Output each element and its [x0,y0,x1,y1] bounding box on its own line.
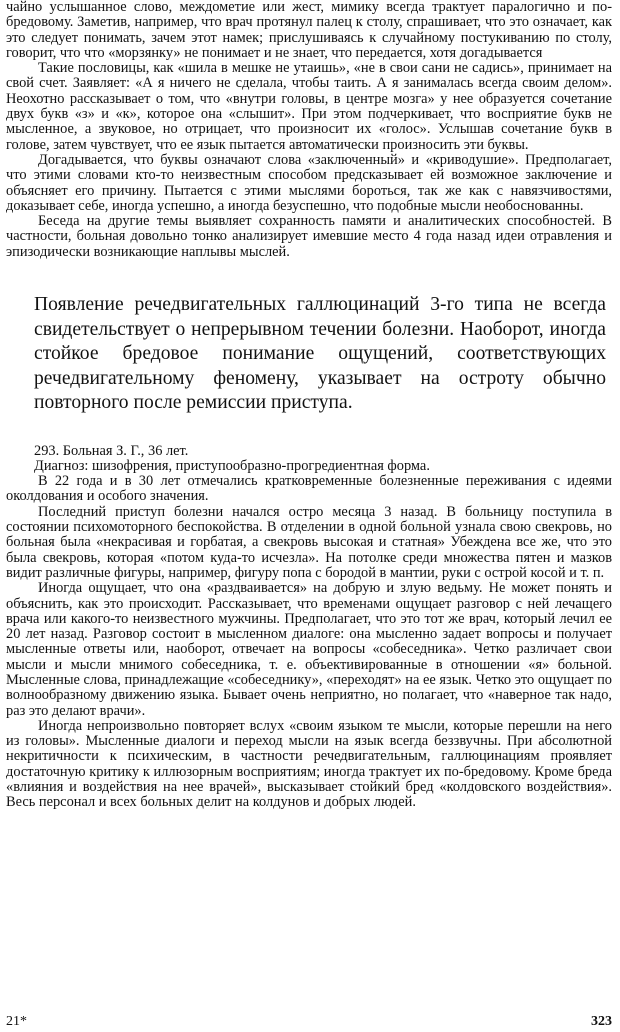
case-block [6,444,612,811]
case-diagnosis: Диагноз: шизофрения, приступообразно-прогредиентная форма. [34,457,430,474]
top-text-block [6,0,612,260]
case-paragraph-dialogue: Иногда ощущает, что она «раздваивается» на добрую и злую ведьму. Не может понять и объяснить, как это происходит. Рассказывает, что временами ощущает разговор с ней лечащего врача или какого-то неизвестного мужчины. Предполагает, что это тот же врач, который лечил ее 20 лет назад. Разговор состоит в мысленном диалоге: она мысленно задает вопросы и получает мысленные ответы или, наоборот, отвечает на вопросы «собеседника». Четко различает свои мысли и мысли мнимого собеседника, т. е. объективированные в отношении «я» больной. Мысленные слова, принадлежащие «собеседнику», «переходят» на ее язык. Четко это ощущает по волнообразному движению языка. Бывает очень неприятно, но полагает, что «наверное так надо, раз это делают врачи». [6,580,612,719]
signature-mark: 21* [6,1014,27,1029]
case-title: 293. Больная З. Г., 36 лет. [34,442,189,459]
paragraph-conversation: Беседа на другие темы выявляет сохранность памяти и аналитических способностей. В частности, больная довольно тонко анализирует имевшие место 4 года назад идеи отравления и эпизодически возникающие наплывы мыслей. [6,213,612,260]
paragraph-letters-meaning: Догадывается, что буквы означают слова «заключенный» и «криводушие». Предполагает, что этими словами кто-то неизвестным способом предсказывает ей возможное заключение и объясняет его причину. Пытается с этими мыслями бороться, так же как с навязчивостями, доказывает себе, иногда успешно, а иногда безуспешно, что подобные мысли необоснованны. [6,151,612,214]
emphasis-block [6,293,612,416]
case-paragraph-repetition: Иногда непроизвольно повторяет вслух «своим языком те мысли, которые перешли на него из головы». Мысленные диалоги и переход мысли на язык всегда беззвучны. При абсолютной некритичности к психическим, в частности речедвигательным, галлюцинациям проявляет достаточную критику к иллюзорным восприятиям; иногда трактует их по-бредовому. Кроме бреда «влияния и воздействия на нее врачей», высказывает стойкий бред «колдовского воздействия». Весь персонал и всех больных делит на колдунов и добрых людей. [6,717,612,811]
page-number: 323 [591,1014,612,1029]
case-paragraph-last-attack: Последний приступ болезни начался остро месяца 3 назад. В больницу поступила в состоянии психомоторного беспокойства. В отделении в одной больной узнала свою свекровь, но больная была «некрасивая и горбатая, а свекровь высокая и статная» Убеждена все же, что это была свекровь, которая «потом куда-то исчезла». На потолке среди множества пятен и мазков видит различные фигуры, например, фигуру попа с бородой в мантии, руки с острой косой и т. п. [6,503,612,581]
paragraph-proverbs: Такие пословицы, как «шила в мешке не утаишь», «не в свои сани не садись», принимает на свой счет. Заявляет: «А я ничего не сделала, чтобы таить. А я занималась всегда своим делом». Неохотно рассказывает о том, что «внутри головы, в центре мозга» у нее образуется сочетание двух букв «з» и «к», которое она «слышит». При этом подчеркивает, что восприятие букв не мысленное, а звуковое, но отрицает, что произносит их «голос». Услышав сочетание букв в голове, затем чувствует, что ее язык пытается автоматически произносить эти буквы. [6,60,612,153]
emphasis-text: Появление речедвигательных галлюцинаций 3-го типа не всегда свидетельствует о непрерывном течении болезни. Наоборот, иногда стойкое бредовое понимание ощущений, соответствующих речедвигательному феномену, указывает на остроту обычно повторного после ремиссии приступа. [34,294,606,414]
case-paragraph-history: В 22 года и в 30 лет отмечались кратковременные болезненные переживания с идеями околдования и особого значения. [6,473,612,505]
paragraph-continuation: чайно услышанное слово, междометие или жест, мимику всегда трактует паралогично и по-бредовому. Заметив, например, что врач протянул палец к столу, спрашивает, что это означает, как это следует понимать, зачем этот намек; прислушиваясь к случайному постукиванию по столу, говорит, что что «морзянку» не понимает и не знает, что передается, хотя догадывается [6,0,612,61]
